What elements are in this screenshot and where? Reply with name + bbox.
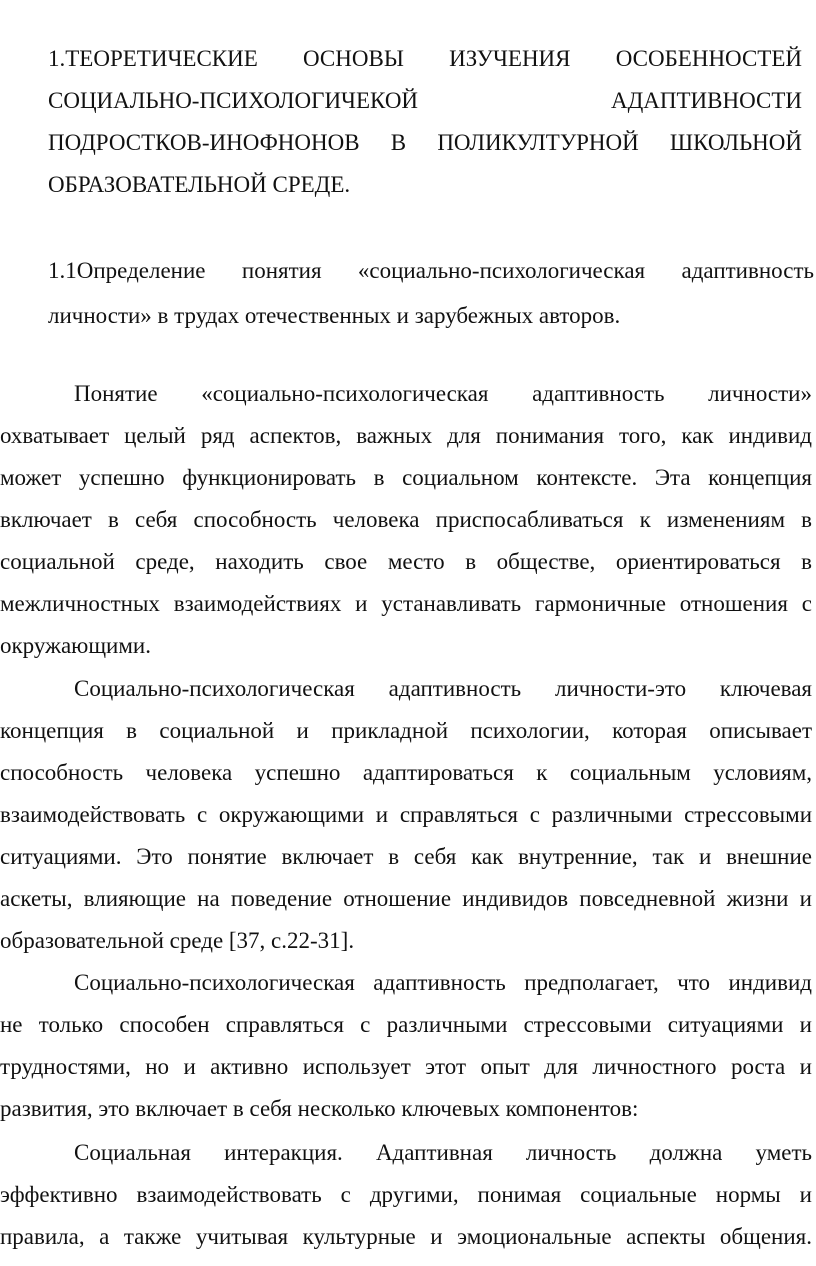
heading-line: 1.ТЕОРЕТИЧЕСКИЕ ОСНОВЫ ИЗУЧЕНИЯ ОСОБЕННОСТЕЙ [48,46,802,71]
paragraph [0,668,816,962]
paragraph-line: может успешно функционировать в социальном контексте. Эта концепция [0,465,812,490]
paragraph [0,962,816,1130]
section-heading [48,248,814,338]
paragraph-line: Понятие «социально-психологическая адаптивность личности» [74,381,812,406]
section-heading-line: личности» в трудах отечественных и зарубежных авторов. [48,303,621,328]
paragraph-line: включает в себя способность человека приспосабливаться к изменениям в [0,507,812,532]
heading-line: ПОДРОСТКОВ-ИНОФНОНОВ В ПОЛИКУЛТУРНОЙ ШКОЛЬНОЙ [48,130,802,155]
paragraph-line: охватывает целый ряд аспектов, важных для понимания того, как индивид [0,423,812,448]
paragraph-line: образовательной среде [37, с.22-31]. [0,928,355,953]
chapter-heading [48,38,802,206]
paragraph-line: взаимодействовать с окружающими и справляться с различными стрессовыми [0,802,812,827]
paragraph-line: межличностных взаимодействиях и устанавливать гармоничные отношения с [0,591,812,616]
paragraph-line: ситуациями. Это понятие включает в себя как внутренние, так и внешние [0,844,812,869]
paragraph [0,373,816,667]
paragraph-line: способность человека успешно адаптироваться к социальным условиям, [0,760,812,785]
paragraph [0,1132,816,1258]
paragraph-line: Социальная интеракция. Адаптивная личность должна уметь [74,1140,812,1165]
paragraph-line: эффективно взаимодействовать с другими, понимая социальные нормы и [0,1182,812,1207]
section-heading-line: 1.1Определение понятия «социально-психологическая адаптивность [48,258,814,283]
paragraph-line: аскеты, влияющие на поведение отношение индивидов повседневной жизни и [0,886,812,911]
paragraph-line: окружающими. [0,633,151,658]
heading-line: ОБРАЗОВАТЕЛЬНОЙ СРЕДЕ. [48,172,351,197]
paragraph-line: социальной среде, находить свое место в обществе, ориентироваться в [0,549,812,574]
paragraph-line: Социально-психологическая адаптивность предполагает, что индивид [74,970,812,995]
heading-line: СОЦИАЛЬНО-ПСИХОЛОГИЧЕКОЙ АДАПТИВНОСТИ [48,88,802,113]
paragraph-line: концепция в социальной и прикладной психологии, которая описывает [0,718,812,743]
paragraph-line: не только способен справляться с различными стрессовыми ситуациями и [0,1012,812,1037]
paragraph-line: правила, а также учитывая культурные и эмоциональные аспекты общения. [0,1224,812,1249]
paragraph-line: трудностями, но и активно использует этот опыт для личностного роста и [0,1054,812,1079]
paragraph-line: развития, это включает в себя несколько ключевых компонентов: [0,1096,639,1121]
paragraph-line: Социально-психологическая адаптивность личности-это ключевая [74,676,812,701]
